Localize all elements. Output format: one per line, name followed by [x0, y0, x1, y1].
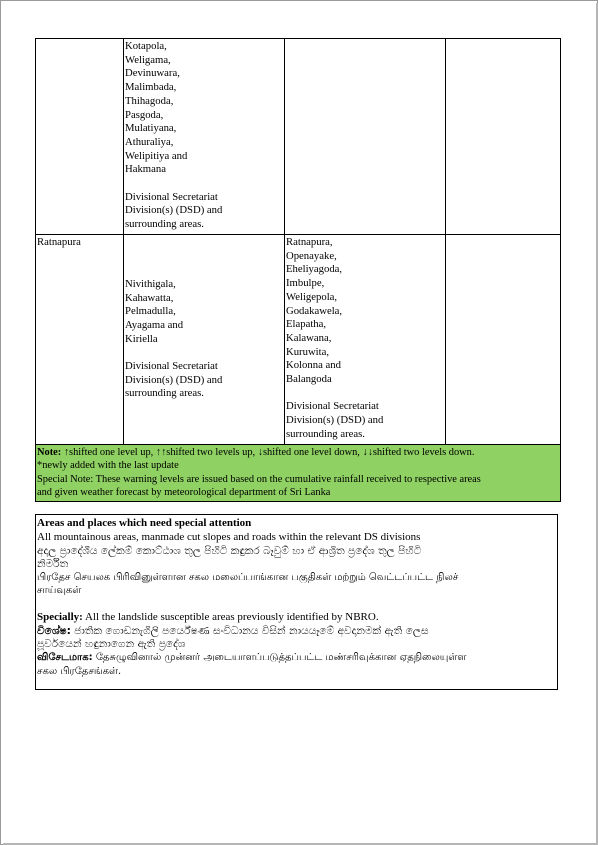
special-attention-box	[35, 514, 558, 690]
tamil-special-text-cont: சகல பிரதேசங்கள்.	[37, 665, 122, 677]
district-cell: Ratnapura	[36, 235, 124, 445]
sinhala-special-label: විශේෂ:	[37, 625, 71, 637]
dsd-list-cell: Ratnapura, Openayake, Eheliyagoda, Imbulpe, Weligepola, Godakawela, Elapatha, Kalawana, Kuruwita, Kolonna and Balangoda Divisional Secretariat Division(s) (DSD) and surrounding areas.	[285, 235, 446, 445]
table-row	[36, 235, 561, 445]
tamil-special-line	[37, 651, 556, 664]
dsd-list-cell: Nivithigala, Kahawatta, Pelmadulla, Ayagama and Kiriella Divisional Secretariat Division(s) (DSD) and surrounding areas.	[124, 235, 285, 445]
table-row	[36, 39, 561, 235]
note-row	[36, 445, 561, 502]
attention-tamil-text: பிரதேச செயலக பிரிவினுள்ளான சகல மலைப்பாங்கான பகுதிகள் மற்றும் வெட்டப்பட்ட நிலச்	[37, 572, 459, 583]
specially-label: Specially:	[37, 611, 83, 624]
attention-english-text: All mountainous areas, manmade cut slopes and roads within the relevant DS divisions	[37, 530, 421, 543]
note-legend: ↑shifted one level up, ↑↑shifted two levels up, ↓shifted one level down, ↓↓shifted two levels down.	[61, 447, 475, 458]
special-note-line: Special Note: These warning levels are issued based on the cumulative rainfall received to respective areas	[37, 473, 481, 485]
warning-table	[35, 38, 561, 502]
attention-title: Areas and places which need special attention	[37, 517, 252, 529]
dsd-list-cell: Kotapola, Weligama, Devinuwara, Malimbada, Thihagoda, Pasgoda, Mulatiyana, Athuraliya, Welipitiya and Hakmana Divisional Secretariat Division(s) (DSD) and surrounding areas.	[124, 39, 285, 235]
attention-sinhala-text: අදාල ප්‍රාදේශීය ලේකම් කොට්ඨාශ තුල පිහිටි කඳුකර බෑවුම් හා ඒ ආශ්‍රිත ප්‍රදේශ තුල පිහිටි	[37, 544, 422, 557]
special-note-line: and given weather forecast by meteorological department of Sri Lanka	[37, 487, 331, 499]
note-cell	[36, 445, 561, 502]
attention-sinhala-text-cont: නිර්මිත	[37, 557, 69, 570]
sinhala-special-text: ජාතික ගොඩනැගිලි පර්යේෂණ සංවිධානය විසින් නායයෑමේ අවදානමක් ඇති ලෙස	[70, 625, 429, 637]
specially-line	[37, 611, 556, 625]
note-label: Note:	[37, 447, 62, 458]
specially-text: All the landslide susceptible areas previously identified by NBRO.	[82, 611, 379, 624]
sinhala-special-line	[37, 625, 556, 638]
dsd-list-cell	[285, 39, 446, 235]
dsd-list-cell	[446, 235, 561, 445]
dsd-list-cell	[446, 39, 561, 235]
note-new-update: *newly added with the last update	[37, 460, 179, 472]
tamil-special-text: தேசுழுவினால் முன்னர் அடையாளப்படுத்தப்பட்ட மண்சரிவுக்கான ஏதநிலையுள்ள	[92, 652, 467, 664]
tamil-special-label: விசேடமாக:	[37, 652, 93, 664]
district-cell	[36, 39, 124, 235]
sinhala-special-text-cont: පූර්වයෙන් හඳුනාගෙන ඇති ප්‍රදේශ	[37, 638, 186, 651]
attention-tamil-text-cont: சாய்வுகள்	[37, 585, 82, 597]
